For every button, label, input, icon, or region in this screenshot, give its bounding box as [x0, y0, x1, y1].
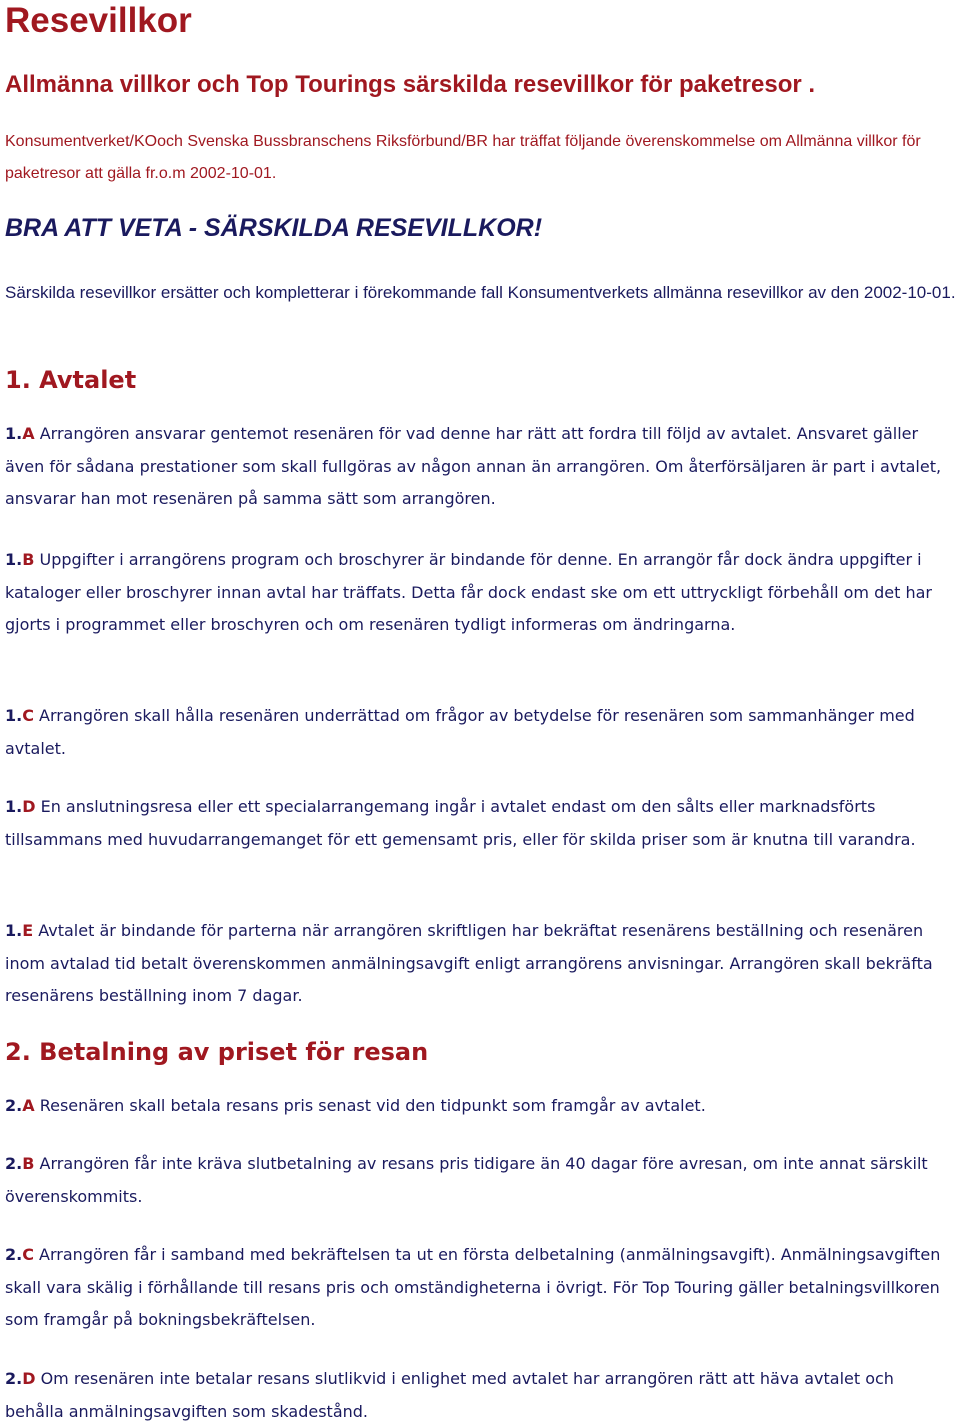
paragraph-1c: 1.C Arrangören skall hålla resenären underrättad om frågor av betydelse för resenären som sammanhänger med avtalet. — [5, 706, 915, 758]
notice-heading: BRA ATT VETA - SÄRSKILDA RESEVILLKOR! — [5, 214, 543, 242]
paragraph-1a: 1.A Arrangören ansvarar gentemot resenären för vad denne har rätt att fordra till följd av avtalet. Ansvaret gäller även för sådana prestationer som skall fullgöras av någon annan än arrangören. Om återförsäljaren är part i avtalet, ansvarar han mot resenären på samma sätt som arrangören. — [5, 424, 942, 509]
intro-text: Konsumentverket/KOoch Svenska Bussbranschens Riksförbund/BR har träffat följande överenskommelse om Allmänna villkor för paketresor att gälla fr.o.m 2002-10-01. — [5, 133, 921, 182]
paragraph-1e: 1.E Avtalet är bindande för parterna när arrangören skriftligen har bekräftat resenärens beställning och resenären inom avtalad tid betalt överenskommen anmälningsavgift enligt arrangörens anvisningar. Arrangören skall bekräfta resenärens beställning inom 7 dagar. — [5, 921, 933, 1006]
paragraph-1d: 1.D En anslutningsresa eller ett specialarrangemang ingår i avtalet endast om den sålts eller marknadsförts tillsammans med huvudarrangemanget för ett gemensamt pris, eller för skilda priser som är knutna till varandra. — [5, 797, 916, 849]
paragraph-1b: 1.B Uppgifter i arrangörens program och broschyrer är bindande för denne. En arrangör får dock ändra uppgifter i kataloger eller broschyrer innan avtal har träffats. Detta får dock endast ske om ett uttryckligt förbehåll om det har gjorts i programmet eller broschyren och om resenären tydligt informeras om ändringarna. — [5, 550, 932, 635]
paragraph-2c: 2.C Arrangören får i samband med bekräftelsen ta ut en första delbetalning (anmälningsavgift). Anmälningsavgiften skall vara skälig i förhållande till resans pris och omständigheterna i övrigt. För Top Touring gäller betalningsvillkoren som framgår på bokningsbekräftelsen. — [5, 1245, 941, 1330]
page-subtitle: Allmänna villkor och Top Tourings särskilda resevillkor för paketresor . — [5, 71, 816, 98]
paragraph-2d: 2.D Om resenären inte betalar resans slutlikvid i enlighet med avtalet har arrangören rätt att häva avtalet och behålla anmälningsavgiften som skadestånd. — [5, 1369, 894, 1421]
paragraph-2b: 2.B Arrangören får inte kräva slutbetalning av resans pris tidigare än 40 dagar före avresan, om inte annat särskilt överenskommits. — [5, 1154, 928, 1206]
notice-text: Särskilda resevillkor ersätter och kompletterar i förekommande fall Konsumentverkets allmänna resevillkor av den 2002-10-01. — [5, 283, 956, 302]
paragraph-2a: 2.A Resenären skall betala resans pris senast vid den tidpunkt som framgår av avtalet. — [5, 1096, 706, 1115]
section-heading-avtalet: 1. Avtalet — [5, 366, 137, 394]
section-heading-betalning: 2. Betalning av priset för resan — [5, 1038, 429, 1066]
page-title: Resevillkor — [5, 1, 192, 40]
